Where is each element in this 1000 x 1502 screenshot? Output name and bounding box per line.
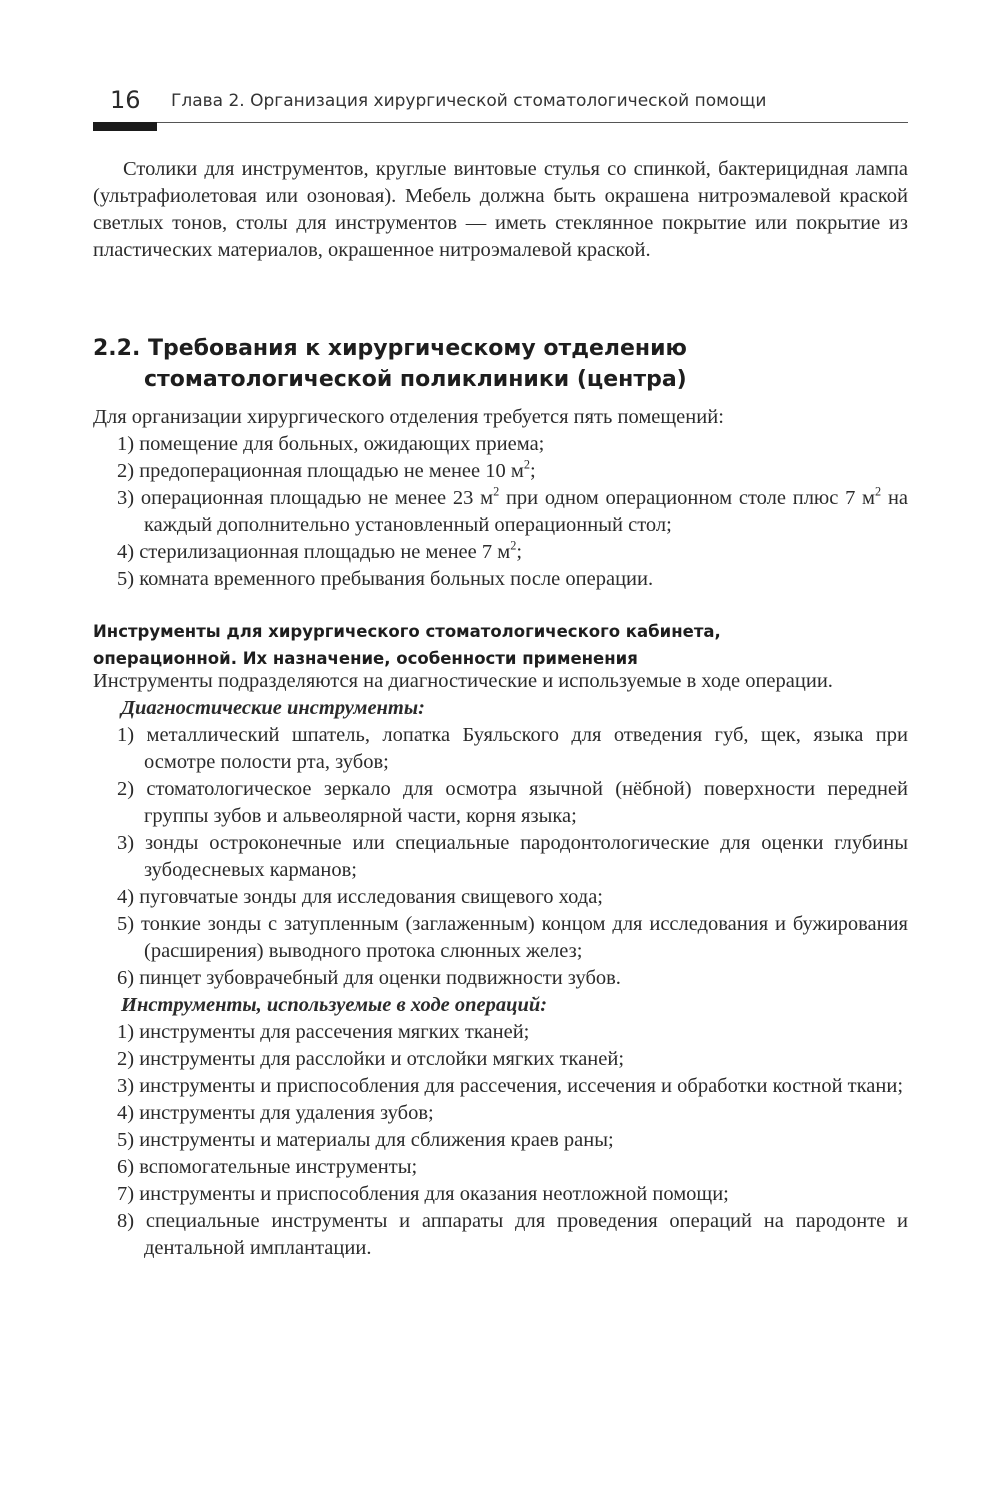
- list-item: [93, 1073, 908, 1100]
- list-item: [93, 1208, 908, 1262]
- instruments-heading-line-2: операционной. Их назначение, особенности применения: [93, 649, 638, 668]
- list-item: [93, 1154, 908, 1181]
- list-item: [93, 566, 908, 593]
- list-item-text-tail: ;: [530, 460, 536, 482]
- list-item-text: инструменты для рассечения мягких тканей;: [139, 1021, 530, 1043]
- running-title: Глава 2. Организация хирургической стоматологической помощи: [171, 91, 767, 111]
- list-item: [93, 830, 908, 884]
- list-item: [93, 539, 908, 566]
- page-number: 16: [110, 86, 141, 114]
- superscript: 2: [523, 457, 531, 472]
- list-item-text-tail: ;: [516, 541, 523, 563]
- list-item-number: 3): [117, 487, 135, 509]
- diagnostic-heading: Диагностические инструменты:: [121, 697, 425, 719]
- list-item-number: 5): [117, 1129, 135, 1151]
- list-item-number: 2): [117, 460, 135, 482]
- instruments-heading: [93, 618, 908, 672]
- list-item: [93, 1181, 908, 1208]
- list-item-text: инструменты и приспособления для оказания неотложной помощи;: [139, 1183, 729, 1205]
- list-item-number: 6): [117, 1156, 135, 1178]
- list-item-number: 4): [117, 1102, 135, 1124]
- list-item: [93, 884, 908, 911]
- list-item-number: 1): [117, 433, 135, 455]
- list-item: [93, 911, 908, 965]
- list-item-text: металлический шпатель, лопатка Буяльского для отведения губ, щек, языка при осмотре полости рта, зубов;: [144, 724, 908, 773]
- superscript: 2: [875, 484, 882, 499]
- list-item: [93, 485, 908, 539]
- list-item-text-tail: на каждый дополнительно установленный операционный стол;: [144, 487, 909, 536]
- header-rule: [93, 122, 908, 123]
- list-item-number: 6): [117, 967, 135, 989]
- instruments-block: [93, 668, 908, 1262]
- rooms-list-block: [93, 404, 908, 593]
- list-item-number: 1): [117, 724, 135, 746]
- superscript: 2: [493, 484, 500, 499]
- list-item: [93, 1046, 908, 1073]
- list-item-number: 3): [117, 832, 135, 854]
- running-head: [93, 86, 908, 120]
- list-item-text: специальные инструменты и аппараты для проведения операций на пародонте и дентальной имплантации.: [144, 1210, 909, 1259]
- list-item-text-tail: при одном операционном столе плюс 7 м: [499, 487, 876, 509]
- list-item-text: инструменты и приспособления для рассечения, иссечения и обработки костной ткани;: [139, 1075, 904, 1097]
- list-item-text: инструменты для расслойки и отслойки мягких тканей;: [139, 1048, 625, 1070]
- superscript: 2: [510, 538, 517, 553]
- section-heading-line-2: стоматологической поликлиники (центра): [144, 367, 687, 392]
- section-heading-line-1: 2.2. Требования к хирургическому отделению: [93, 336, 687, 361]
- list-item-text: комната временного пребывания больных после операции.: [139, 568, 654, 590]
- section-heading: [93, 333, 908, 395]
- list-item-text: пинцет зубоврачебный для оценки подвижности зубов.: [139, 967, 621, 989]
- list-item-text: операционная площадью не менее 23 м: [140, 487, 494, 509]
- list-item: [93, 722, 908, 776]
- list-item-text: зонды остроконечные или специальные пародонтологические для оценки глубины зубодесневых карманов;: [144, 832, 908, 881]
- list-item-number: 8): [117, 1210, 135, 1232]
- list-item-number: 5): [117, 913, 135, 935]
- list-item: [93, 1019, 908, 1046]
- operative-heading: Инструменты, используемые в ходе операций:: [121, 994, 548, 1016]
- list-item-number: 7): [117, 1183, 135, 1205]
- header-rule-accent: [93, 122, 157, 131]
- instruments-lead: Инструменты подразделяются на диагностические и используемые в ходе операции.: [93, 670, 833, 692]
- list-item: [93, 1100, 908, 1127]
- list-item: [93, 965, 908, 992]
- list-item-text: пуговчатые зонды для исследования свищевого хода;: [139, 886, 604, 908]
- rooms-list: [93, 431, 908, 593]
- list-item-text: инструменты для удаления зубов;: [139, 1102, 434, 1124]
- list-item-text: предоперационная площадью не менее 10 м: [139, 460, 524, 482]
- instruments-heading-line-1: Инструменты для хирургического стоматологического кабинета,: [93, 622, 721, 641]
- list-item-text: стоматологическое зеркало для осмотра язычной (нёбной) поверхности передней группы зубов и альвеолярной части, корня языка;: [144, 778, 908, 827]
- list-item-text: вспомогательные инструменты;: [139, 1156, 418, 1178]
- list-item: [93, 776, 908, 830]
- diagnostic-list: [93, 722, 908, 992]
- operative-list: [93, 1019, 908, 1262]
- intro-paragraph: Столики для инструментов, круглые винтовые стулья со спинкой, бактерицидная лампа (ультрафиолетовая или озоновая). Мебель должна быть окрашена нитроэмалевой краской светлых тонов, столы для инструментов — иметь стеклянное покрытие или покрытие из пластических материалов, окрашенное нитроэмалевой краской.: [93, 158, 908, 261]
- list-item-number: 2): [117, 1048, 135, 1070]
- list-item: [93, 1127, 908, 1154]
- list-item-number: 5): [117, 568, 135, 590]
- list-item-number: 4): [117, 541, 135, 563]
- list-item-text: стерилизационная площадью не менее 7 м: [139, 541, 511, 563]
- list-item: [93, 458, 908, 485]
- list-item: [93, 431, 908, 458]
- list-item-text: помещение для больных, ожидающих приема;: [139, 433, 545, 455]
- list-item-number: 2): [117, 778, 135, 800]
- list-item-text: тонкие зонды с затупленным (заглаженным) концом для исследования и бужирования (расширения) выводного протока слюнных желез;: [140, 913, 908, 962]
- list-item-number: 1): [117, 1021, 135, 1043]
- rooms-lead: Для организации хирургического отделения требуется пять помещений:: [93, 406, 724, 428]
- list-item-number: 4): [117, 886, 135, 908]
- list-item-text: инструменты и материалы для сближения краев раны;: [139, 1129, 614, 1151]
- list-item-number: 3): [117, 1075, 135, 1097]
